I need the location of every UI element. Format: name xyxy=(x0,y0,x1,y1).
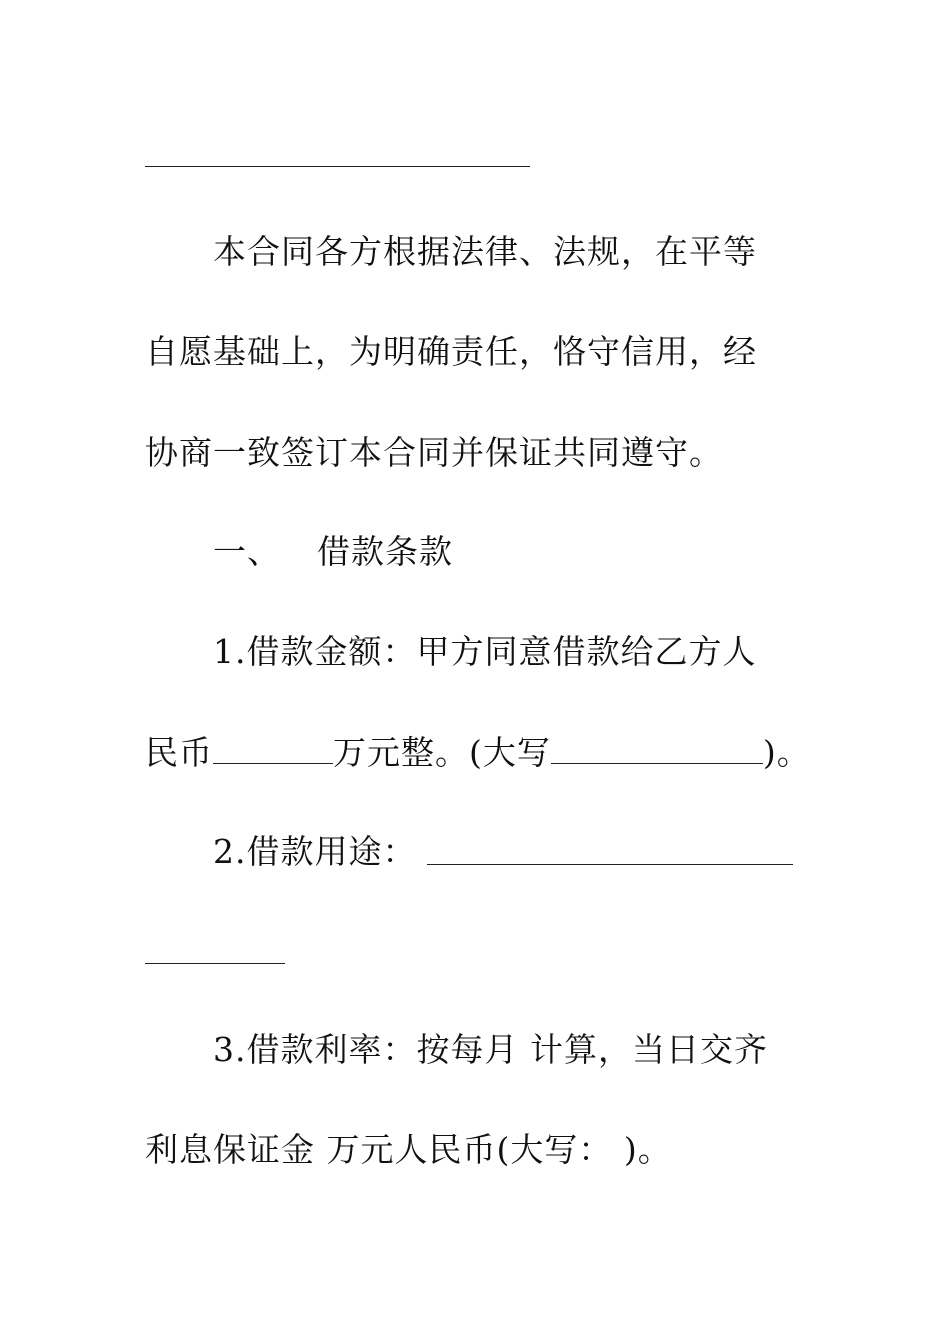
section-heading xyxy=(213,532,453,572)
top-blank-line xyxy=(145,166,530,167)
clause-1-prefix: 民币 xyxy=(145,733,213,772)
purpose-blank-continuation xyxy=(145,963,285,964)
clause-2-label: 2.借款用途： xyxy=(213,832,417,871)
clause-3-line-2: 利息保证金 万元人民币(大写： )。 xyxy=(145,1130,672,1169)
preamble-line-1: 本合同各方根据法律、法规，在平等 xyxy=(213,232,757,271)
amount-uppercase-blank xyxy=(551,733,763,764)
clause-3-line-1: 3.借款利率：按每月 计算，当日交齐 xyxy=(213,1030,768,1069)
clause-1-suffix: )。 xyxy=(762,733,811,772)
preamble-line-3: 协商一致签订本合同并保证共同遵守。 xyxy=(145,433,723,472)
preamble-line-2: 自愿基础上，为明确责任，恪守信用，经 xyxy=(145,332,757,371)
purpose-blank-line xyxy=(427,864,793,865)
amount-blank xyxy=(213,733,333,764)
clause-1-line-1: 1.借款金额：甲方同意借款给乙方人 xyxy=(213,632,757,671)
clause-1-line-2 xyxy=(145,733,811,773)
section-title: 借款条款 xyxy=(317,532,453,571)
clause-2-line xyxy=(213,832,417,872)
clause-1-middle: 万元整。(大写 xyxy=(333,733,551,772)
section-number: 一、 xyxy=(213,532,281,571)
